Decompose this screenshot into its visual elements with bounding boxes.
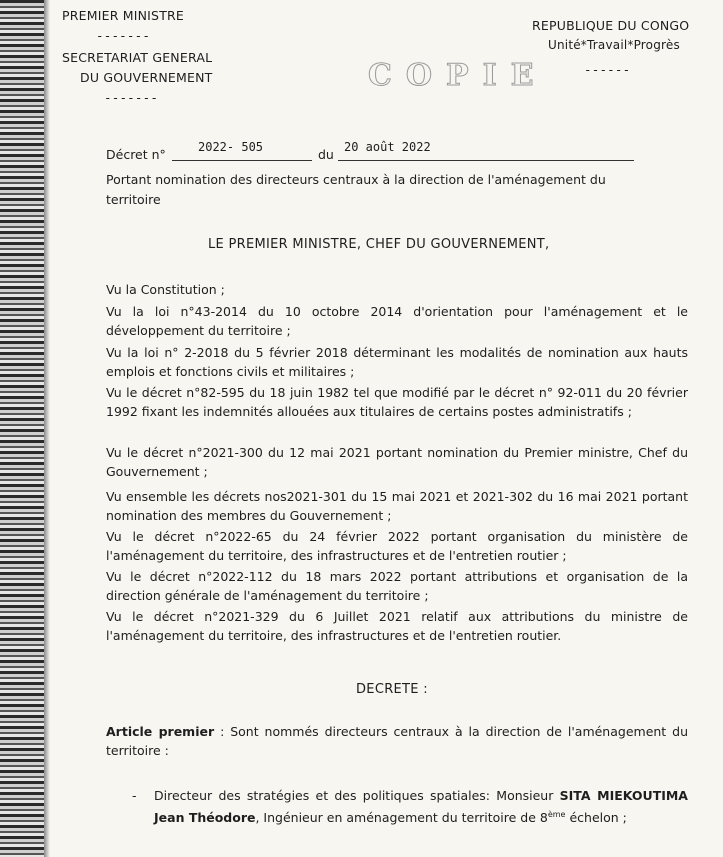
appointee-grade: , Ingénieur en aménagement du territoire de 8	[255, 810, 548, 826]
list-bullet: -	[132, 788, 137, 803]
binding-strip	[0, 0, 44, 857]
decree-number: 2022- 505	[198, 140, 264, 154]
separator-dashes: -------	[96, 28, 151, 43]
decree-date: 20 août 2022	[344, 140, 431, 154]
visa-constitution: Vu la Constitution ;	[106, 282, 225, 297]
separator-dashes: -------	[104, 90, 159, 105]
decree-subject-line2: territoire	[106, 192, 161, 207]
decrete-heading: DECRETE :	[356, 682, 428, 697]
decree-number-label: Décret n°	[106, 147, 166, 162]
visa-decree-2021-329: Vu le décret n°2021-329 du 6 Juillet 2021 relatif aux attributions du ministre de l'aménagement du territoire, des infrastructures et de l'entretien routier.	[106, 609, 688, 643]
separator-dashes: ------	[584, 62, 631, 77]
visa-decree-2022-112: Vu le décret n°2022-112 du 18 mars 2022 portant attributions et organisation de la direction générale de l'aménagement du territoire ;	[106, 569, 688, 603]
ministry-title: PREMIER MINISTRE	[62, 8, 185, 23]
article-text: : Sont nommés directeurs centraux à la direction de l'aménagement du territoire :	[106, 724, 688, 758]
visa-decrees-2021-301-302: Vu ensemble les décrets nos2021-301 du 15 mai 2021 et 2021-302 du 16 mai 2021 portant nomination des membres du Gouvernement ;	[106, 489, 688, 523]
national-motto: Unité*Travail*Progrès	[548, 38, 680, 52]
article-premier	[106, 722, 688, 760]
country-title: REPUBLIQUE DU CONGO	[532, 18, 690, 33]
visa-law-43-2014: Vu la loi n°43-2014 du 10 octobre 2014 d'orientation pour l'aménagement et le développement du territoire ;	[106, 304, 688, 338]
binding-shadow	[44, 0, 50, 857]
visa-decree-82-595: Vu le décret n°82-595 du 18 juin 1982 tel que modifié par le décret n° 92-011 du 20 février 1992 fixant les indemnités allouées aux titulaires de certains postes administratifs ;	[106, 385, 688, 419]
decree-date-label: du	[318, 147, 334, 162]
secretariat-line1: SECRETARIAT GENERAL	[62, 50, 213, 65]
visa-decree-2021-300: Vu le décret n°2021-300 du 12 mai 2021 portant nomination du Premier ministre, Chef du Gouvernement ;	[106, 445, 688, 479]
visa-law-2-2018: Vu la loi n° 2-2018 du 5 février 2018 déterminant les modalités de nomination aux hauts emplois et fonctions civils et militaires ;	[106, 345, 688, 379]
visa-decree-2022-65: Vu le décret n°2022-65 du 24 février 2022 portant organisation du ministère de l'aménagement du territoire, des infrastructures et de l'entretien routier ;	[106, 529, 688, 563]
appointee-end: échelon ;	[569, 810, 627, 826]
appointee-grade-suffix: ème	[547, 810, 566, 819]
copy-stamp: COPIE	[368, 58, 548, 93]
secretariat-line2: DU GOUVERNEMENT	[80, 70, 213, 85]
article-label: Article premier	[106, 724, 215, 739]
appointee-item	[154, 786, 688, 827]
decree-subject-line1: Portant nomination des directeurs centraux à la direction de l'aménagement du	[106, 172, 606, 187]
authority-heading: LE PREMIER MINISTRE, CHEF DU GOUVERNEMENT,	[208, 237, 550, 252]
appointee-name: SITA MIEKOUTIMA Jean Théodore	[154, 788, 688, 826]
appointee-role: Directeur des stratégies et des politiques spatiales: Monsieur	[154, 788, 554, 803]
